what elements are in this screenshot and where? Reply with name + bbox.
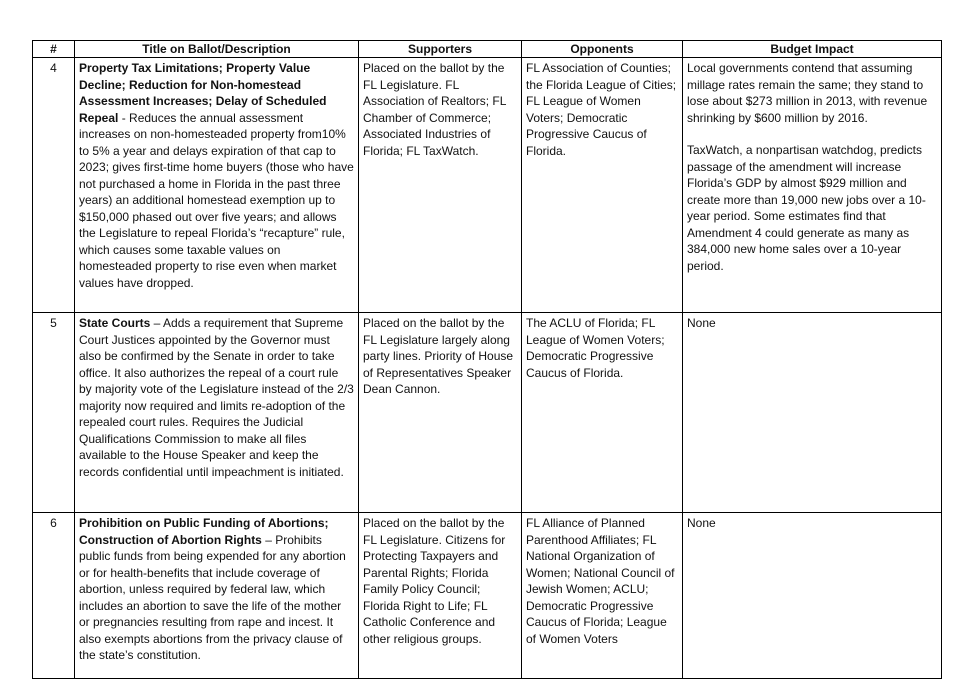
row-title-description: [75, 58, 359, 313]
header-supporters: Supporters: [359, 41, 522, 58]
row-title-description: [75, 313, 359, 513]
header-title: Title on Ballot/Description: [75, 41, 359, 58]
amendment-description: – Prohibits public funds from being expended for any abortion or for health-benefits that include coverage of abortion, unless required by federal law, which includes an abortion to save the life of the mother or pregnancies resulting from rape and incest. It also exempts abortions from the privacy clause of the state’s constitution.: [79, 532, 346, 662]
table-row: [33, 513, 942, 679]
amendment-description: - Reduces the annual assessment increases on non-homesteaded property from10% to 5% a year and delays expiration of that cap to 2023; gives first-time home buyers (those who have not purchased a home in Florida in the past three years) an additional homestead exemption up to $150,000 phased out over five years; and allows the Legislature to repeal Florida’s “recapture” rule, which causes some taxable values on homesteaded property to rise even when market values have dropped.: [79, 110, 354, 290]
table-row: [33, 58, 942, 313]
row-budget-impact: [683, 58, 942, 313]
budget-paragraph: TaxWatch, a nonpartisan watchdog, predicts passage of the amendment will increase Florida’s GDP by almost $929 million and create more than 19,000 new jobs over a 10-year period. Some estimates find that Amendment 4 could generate as many as 384,000 new home sales over a 10-year period.: [687, 143, 926, 273]
row-opponents: FL Association of Counties; the Florida League of Cities; FL League of Women Voters; Democratic Progressive Caucus of Florida.: [522, 58, 683, 313]
table-row: [33, 313, 942, 513]
header-budget-impact: Budget Impact: [683, 41, 942, 58]
row-number: 5: [33, 313, 75, 513]
amendment-title: Prohibition on Public Funding of Abortions; Construction of Abortion Rights: [79, 516, 329, 547]
row-budget-impact: None: [683, 313, 942, 513]
row-budget-impact: None: [683, 513, 942, 679]
row-supporters: Placed on the ballot by the FL Legislature largely along party lines. Priority of House of Representatives Speaker Dean Cannon.: [359, 313, 522, 513]
header-row: [33, 41, 942, 58]
amendment-title: Property Tax Limitations; Property Value Decline; Reduction for Non-homestead Assessment Increases; Delay of Scheduled Repeal: [79, 61, 327, 125]
amendments-table: [32, 40, 942, 679]
row-opponents: The ACLU of Florida; FL League of Women Voters; Democratic Progressive Caucus of Florida.: [522, 313, 683, 513]
row-number: 4: [33, 58, 75, 313]
budget-paragraph: Local governments contend that assuming millage rates remain the same; they stand to lose about $273 million in 2013, with revenue shrinking by $600 million by 2016.: [687, 61, 928, 125]
row-supporters: Placed on the ballot by the FL Legislature. Citizens for Protecting Taxpayers and Parental Rights; Florida Family Policy Council; Florida Right to Life; FL Catholic Conference and other religious groups.: [359, 513, 522, 679]
row-number: 6: [33, 513, 75, 679]
row-opponents: FL Alliance of Planned Parenthood Affiliates; FL National Organization of Women; National Council of Jewish Women; ACLU; Democratic Progressive Caucus of Florida; League of Women Voters: [522, 513, 683, 679]
row-supporters: Placed on the ballot by the FL Legislature. FL Association of Realtors; FL Chamber of Commerce; Associated Industries of Florida; FL TaxWatch.: [359, 58, 522, 313]
amendment-description: – Adds a requirement that Supreme Court Justices appointed by the Governor must also be confirmed by the Senate in order to take office. It also authorizes the repeal of a court rule by majority vote of the Legislature instead of the 2/3 majority now required and limits re-adoption of the repealed court rules. Requires the Judicial Qualifications Commission to make all files available to the House Speaker and keep the records confidential until impeachment is initiated.: [79, 316, 354, 479]
header-number: #: [33, 41, 75, 58]
row-title-description: [75, 513, 359, 679]
amendment-title: State Courts: [79, 316, 151, 330]
header-opponents: Opponents: [522, 41, 683, 58]
